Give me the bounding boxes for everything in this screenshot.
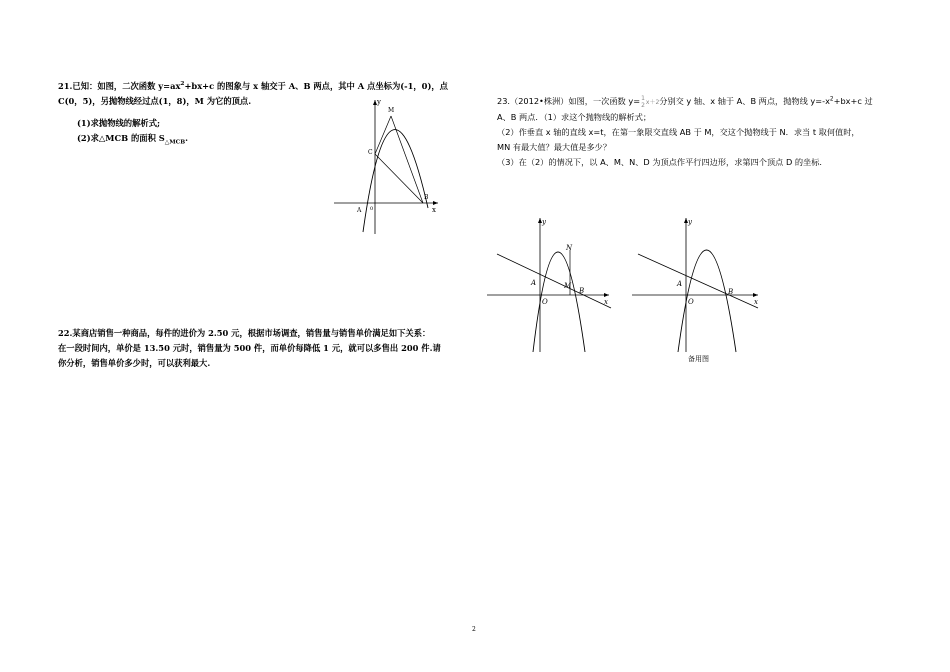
- q23-fraction: [641, 95, 645, 109]
- fig21-label-c: C: [368, 149, 373, 156]
- q23-frac-num: 1: [641, 94, 645, 102]
- q23-exponent: 2: [829, 96, 834, 103]
- fig21-label-a: A: [357, 207, 362, 214]
- q21-line1-b: +bx+c 的图象与 x 轴交于 A、B 两点，其中 A 点坐标为(-1，0)，点: [184, 81, 448, 91]
- q23-line5: （3）在（2）的情况下，以 A、M、N、D 为顶点作平行四边形，求第四个顶点 D 的坐标.: [497, 157, 823, 167]
- fig21-label-m: M: [388, 107, 395, 114]
- q23-line4: MN 有最大值？最大值是多少？: [497, 142, 612, 152]
- fig23b-label-x: x: [754, 298, 758, 306]
- fig23a-label-m: M: [564, 282, 572, 290]
- fig23b-label-o: O: [688, 298, 694, 306]
- fig23b-label-y: y: [688, 218, 692, 226]
- fig23a-parabola: [533, 252, 585, 352]
- fig23b-parabola: [678, 250, 736, 352]
- q22-line3: 你分析，销售单价多少时，可以获利最大.: [58, 358, 211, 368]
- fig21-segment-mb: [391, 116, 423, 203]
- fig21-label-o: 0: [370, 206, 374, 212]
- q23-line1-b: 分别交 y 轴、x 轴于 A、B 两点，抛物线 y=-x: [659, 96, 830, 106]
- q21-item2-subscript: △MCB: [164, 139, 186, 146]
- fig23a-label-b: B: [579, 287, 585, 295]
- fig23b-label-b: B: [728, 288, 734, 296]
- figure-23-backup-svg: [630, 212, 765, 354]
- fig21-segment-cm: [375, 116, 391, 154]
- q23-line1: [497, 94, 907, 110]
- fig23b-x-arrow: [753, 293, 758, 297]
- q23-line3: （2）作垂直 x 轴的直线 x=t，在第一象限交直线 AB 于 M，交这个抛物线于 N．求当 t 取何值时，: [497, 127, 860, 137]
- q21-line2: C(0，5)，另抛物线经过点(1，8)，M 为它的顶点.: [58, 96, 252, 106]
- q23-frac-tail: x＋2: [645, 99, 660, 106]
- fig21-label-y: y: [377, 98, 381, 106]
- fig23a-label-n: N: [566, 244, 573, 252]
- question-22: [58, 326, 468, 371]
- q23-line1-c: +bx+c 过: [833, 96, 873, 106]
- figure-23-main: [485, 212, 615, 358]
- fig21-x-arrow: [433, 201, 438, 205]
- fig23a-line-ab: [497, 254, 611, 308]
- fig21-parabola: [363, 130, 428, 232]
- q21-item2-end: .: [185, 133, 189, 143]
- backup-figure-caption: 备用图: [688, 355, 709, 363]
- q22-line1: 22.某商店销售一种商品，每件的进价为 2.50 元，根据市场调查，销售量与销售单价满足如下关系：: [58, 328, 431, 338]
- figure-21-svg: [330, 92, 440, 237]
- q21-exponent: 2: [180, 81, 185, 88]
- fig23a-label-a: A: [531, 279, 537, 287]
- fig23a-label-x: x: [604, 298, 608, 306]
- q21-line1-a: 21.已知：如图，二次函数 y=ax: [58, 81, 181, 91]
- q21-item1: (1)求抛物线的解析式;: [77, 118, 161, 128]
- fig21-label-b: B: [424, 194, 429, 201]
- fig23b-line-ab: [638, 254, 758, 308]
- q22-line2: 在一段时间内，单价是 13.50 元时，销售量为 500 件，而单价每降低 1 元，就可以多售出 200 件.请: [58, 343, 441, 353]
- fig21-label-x: x: [432, 206, 436, 214]
- q23-frac-den: 2: [641, 101, 645, 109]
- figure-23-backup: [630, 212, 765, 358]
- fig23a-x-arrow: [604, 293, 609, 297]
- fig23b-label-a: A: [677, 280, 683, 288]
- question-23: [497, 94, 907, 170]
- figure-21: [330, 92, 440, 241]
- figure-23-main-svg: [485, 212, 615, 354]
- q23-line1-a: 23.（2012•株洲）如图，一次函数 y=: [497, 96, 641, 106]
- q23-line2: A、B 两点．（1）求这个抛物线的解析式；: [497, 112, 652, 122]
- fig23a-label-o: O: [542, 298, 548, 306]
- q21-item2-text: (2)求△MCB 的面积 S: [77, 133, 165, 143]
- page-number: 2: [472, 626, 476, 633]
- fig23a-label-y: y: [542, 218, 546, 226]
